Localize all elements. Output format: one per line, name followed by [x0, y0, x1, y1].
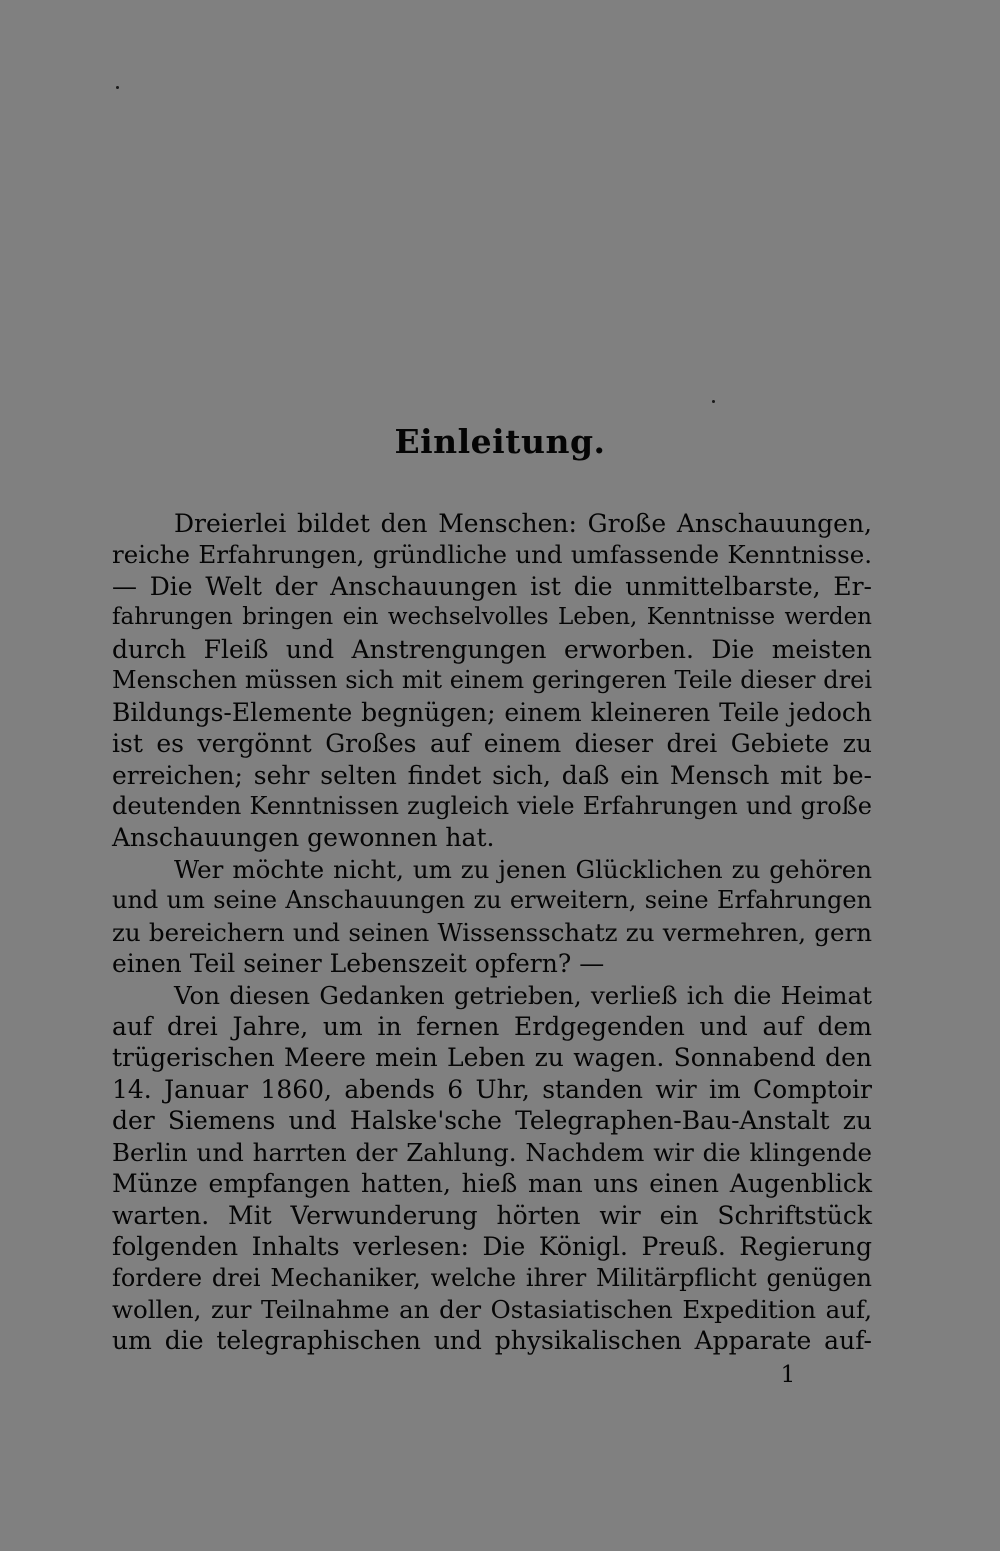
chapter-title: Einleitung. [394, 422, 606, 461]
text-line: Anschauungen gewonnen hat. [112, 823, 495, 853]
print-speck [712, 400, 715, 403]
body-text [112, 508, 872, 1357]
text-line: trügerischen Meere mein Leben zu wagen. Sonnabend den [112, 1043, 872, 1073]
text-line: Wer möchte nicht, um zu jenen Glücklichen zu gehören [174, 854, 872, 884]
text-line: auf drei Jahre, um in fernen Erdgegenden und auf dem [112, 1012, 872, 1041]
text-line: deutenden Kenntnissen zugleich viele Erfahrungen und große [112, 791, 872, 820]
text-line: um die telegraphischen und physikalischen Apparate auf- [112, 1326, 872, 1356]
page-number: 1 [780, 1362, 796, 1388]
text-line: fordere drei Mechaniker, welche ihrer Militärpflicht genügen [112, 1263, 872, 1292]
text-line: Dreierlei bildet den Menschen: Große Anschauungen, [174, 509, 872, 538]
text-line: 14. Januar 1860, abends 6 Uhr, standen wir im Comptoir [112, 1074, 872, 1104]
text-line: einen Teil seiner Lebenszeit opfern? — [112, 949, 605, 979]
text-line: Menschen müssen sich mit einem geringeren Teile dieser drei [112, 666, 872, 695]
text-line: zu bereichern und seinen Wissensschatz zu vermehren, gern [112, 917, 872, 947]
text-line: fahrungen bringen ein wechselvolles Leben, Kenntnisse werden [112, 604, 872, 631]
text-line: wollen, zur Teilnahme an der Ostasiatischen Expedition auf, [112, 1294, 872, 1324]
text-line: — Die Welt der Anschauungen ist die unmittelbarste, Er- [112, 571, 872, 601]
text-line: reiche Erfahrungen, gründliche und umfassende Kenntnisse. [112, 540, 872, 570]
text-line: ist es vergönnt Großes auf einem dieser drei Gebiete zu [112, 729, 872, 759]
text-line: warten. Mit Verwunderung hörten wir ein Schriftstück [112, 1200, 872, 1230]
text-line: Münze empfangen hatten, hieß man uns einen Augenblick [112, 1169, 872, 1199]
text-line: erreichen; sehr selten findet sich, daß ein Mensch mit be- [112, 760, 872, 790]
text-line: der Siemens und Halske'sche Telegraphen-Bau-Anstalt zu [112, 1106, 872, 1136]
text-line: Bildungs-Elemente begnügen; einem kleineren Teile jedoch [112, 697, 872, 727]
text-line: Von diesen Gedanken getrieben, verließ ich die Heimat [174, 980, 872, 1010]
print-speck [116, 86, 119, 89]
text-line: und um seine Anschauungen zu erweitern, seine Erfahrungen [112, 886, 872, 915]
text-line: Berlin und harrten der Zahlung. Nachdem wir die klingende [112, 1137, 872, 1167]
text-line: folgenden Inhalts verlesen: Die Königl. Preuß. Regierung [112, 1232, 872, 1262]
text-line: durch Fleiß und Anstrengungen erworben. Die meisten [112, 634, 872, 664]
